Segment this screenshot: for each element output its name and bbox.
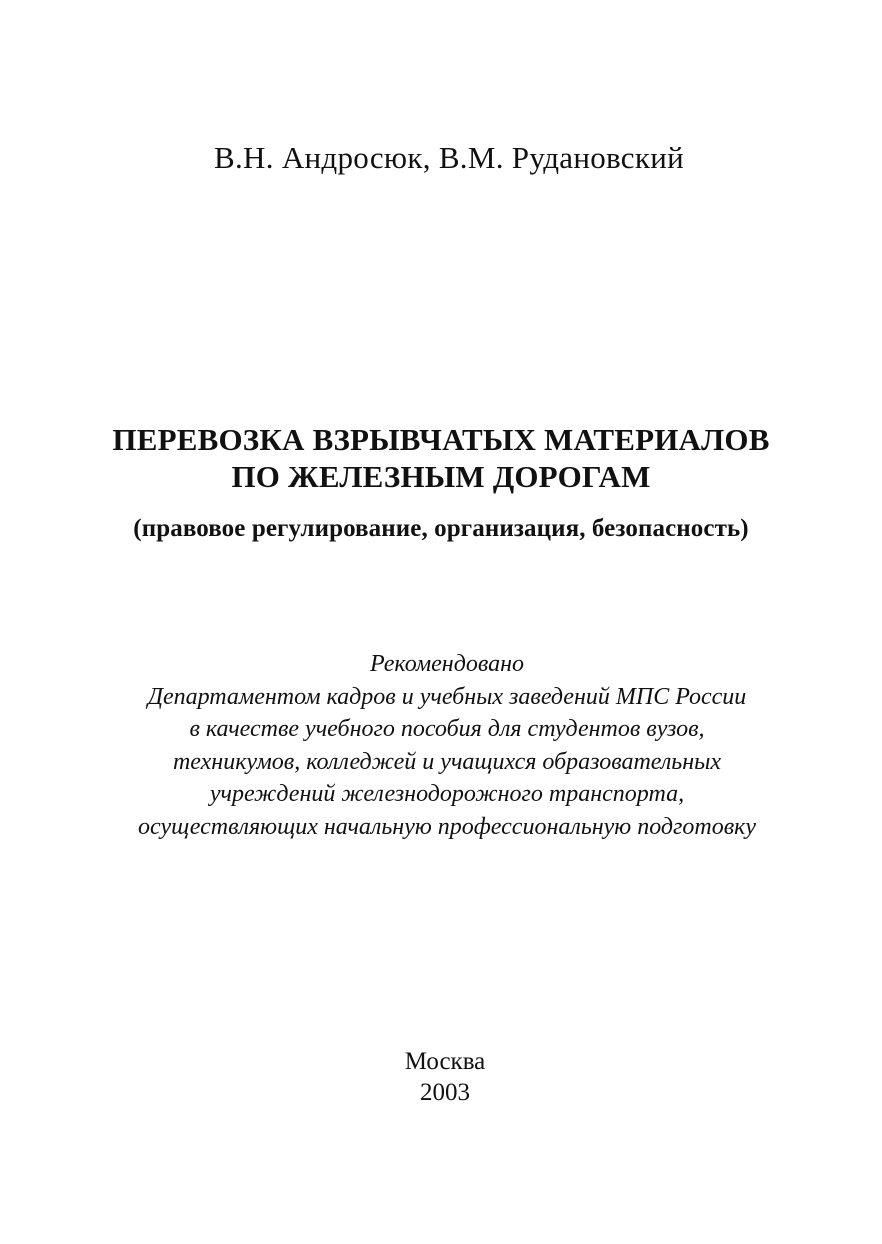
book-title-line-2: ПО ЖЕЛЕЗНЫМ ДОРОГАМ <box>231 459 651 494</box>
recommendation-note <box>6 648 882 843</box>
publication-year: 2003 <box>420 1079 470 1106</box>
publication-city: Москва <box>404 1048 486 1075</box>
recommendation-line: техникумов, колледжей и учащихся образовательных <box>172 748 722 775</box>
imprint <box>4 1046 882 1108</box>
recommendation-line: Департаментом кадров и учебных заведений МПС России <box>147 683 747 710</box>
book-subtitle: (правовое регулирование, организация, безопасность) <box>133 515 749 542</box>
book-title <box>0 421 882 495</box>
recommendation-line: учреждений железнодорожного транспорта, <box>209 781 685 807</box>
recommendation-line: осуществляющих начальную профессиональную подготовку <box>137 813 757 840</box>
recommendation-line: Рекомендовано <box>369 651 525 677</box>
recommendation-line: в качестве учебного пособия для студентов вузов, <box>189 716 705 742</box>
authors: В.Н. Андросюк, В.М. Рудановский <box>214 140 684 175</box>
book-title-line-1: ПЕРЕВОЗКА ВЗРЫВЧАТЫХ МАТЕРИАЛОВ <box>112 422 770 457</box>
